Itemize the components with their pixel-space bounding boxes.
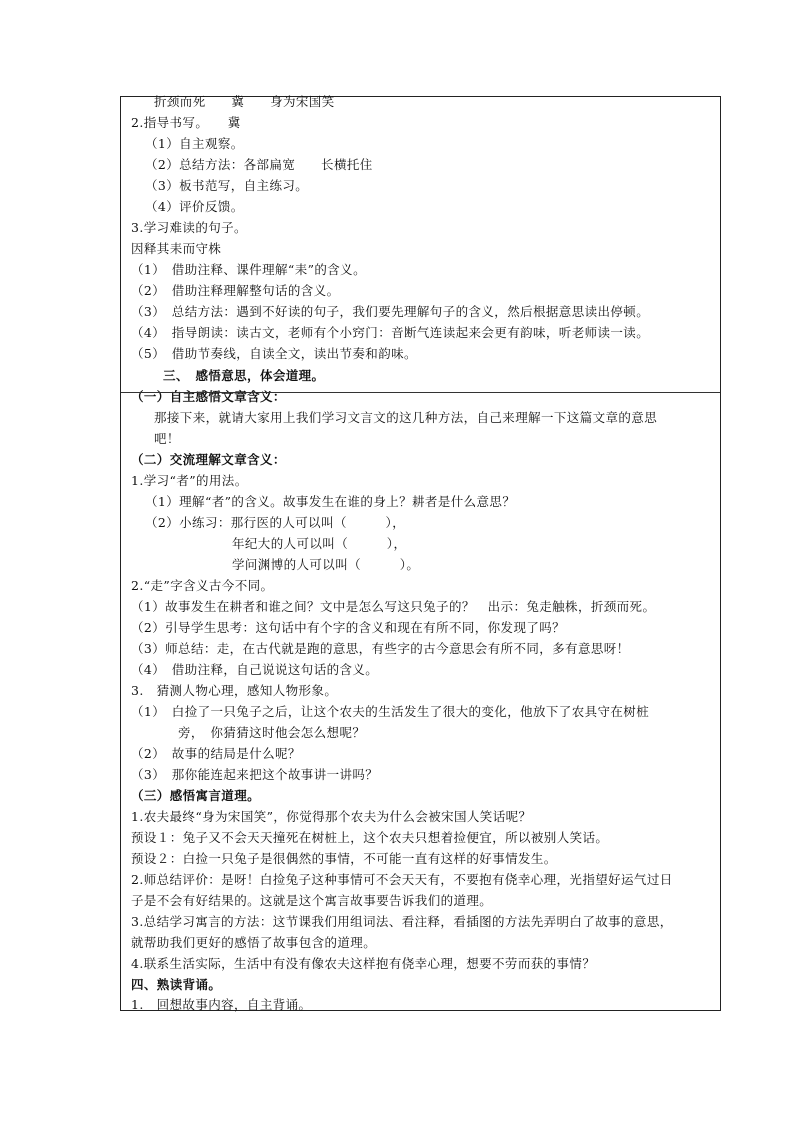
text-line: 吧！ [154, 431, 180, 446]
text-line: 2.师总结评价：是呀！白捡兔子这种事情可不会天天有，不要抱有侥幸心理，光指望好运气过日 [131, 872, 673, 887]
text-line: 2.指导书写。 冀 [131, 115, 241, 130]
section-heading: （二）交流理解文章含义： [131, 452, 286, 467]
text-line: （4）评价反馈。 [145, 199, 244, 214]
text-line: 那接下来，就请大家用上我们学习文言文的这几种方法，自己来理解一下这篇文章的意思 [154, 410, 658, 425]
text-line: 折颈而死 冀 身为宋国笑 [154, 94, 335, 109]
text-line: 年纪大的人可以叫（ ）， [232, 536, 407, 551]
text-line: 3.总结学习寓言的方法：这节课我们用组词法、看注释，看插图的方法先弄明白了故事的意思， [131, 914, 673, 929]
section-heading: （三）感悟寓言道理。 [131, 788, 261, 803]
text-line: （2）引导学生思考：这句话中有个字的含义和现在有所不同，你发现了吗？ [131, 620, 566, 635]
text-line: （4） 借助注释，自己说说这句话的含义。 [131, 662, 379, 677]
text-line: 1.农夫最终“身为宋国笑”，你觉得那个农夫为什么会被宋国人笑话呢？ [131, 809, 532, 824]
text-line: 预设１：兔子又不会天天撞死在树桩上，这个农夫只想着捡便宜，所以被别人笑话。 [131, 830, 609, 845]
text-line: 就帮助我们更好的感悟了故事包含的道理。 [131, 935, 377, 950]
text-line: 2.“走”字含义古今不同。 [131, 578, 274, 593]
text-line: 1.学习“者”的用法。 [131, 473, 248, 488]
text-line: 学问渊博的人可以叫（ ）。 [232, 557, 420, 572]
text-line: （2）小练习：那行医的人可以叫（ ）， [145, 515, 406, 530]
text-line: （1）理解“者”的含义。故事发生在谁的身上？耕者是什么意思？ [145, 494, 516, 509]
row-separator [121, 392, 720, 393]
text-line: （2）总结方法：各部扁宽 长横托住 [145, 157, 373, 172]
section-heading: （一）自主感悟文章含义： [131, 389, 286, 404]
text-line: （1） 借助注释、课件理解“耒”的含义。 [131, 262, 366, 277]
lesson-plan-table-frame [120, 96, 721, 1011]
section-heading: 四、熟读背诵。 [131, 977, 222, 992]
text-line: 3. 猜测人物心理，感知人物形象。 [131, 683, 338, 698]
text-line: 因释其耒而守株 [131, 241, 222, 256]
text-line: （3）板书范写，自主练习。 [145, 178, 309, 193]
text-line: （2） 故事的结局是什么呢？ [131, 746, 301, 761]
text-line: 1. 回想故事内容，自主背诵。 [131, 997, 312, 1012]
text-line: （1）自主观察。 [145, 136, 244, 151]
text-line: （3） 那你能连起来把这个故事讲一讲吗？ [131, 767, 379, 782]
text-line: （3） 总结方法：遇到不好读的句子，我们要先理解句子的含义，然后根据意思读出停顿。 [131, 304, 650, 319]
text-line: 预设２：白捡一只兔子是很偶然的事情，不可能一直有这样的好事情发生。 [131, 851, 557, 866]
text-line: （1）故事发生在耕者和谁之间？文中是怎么写这只兔子的？ 出示：兔走触株，折颈而死。 [131, 599, 656, 614]
text-line: 4.联系生活实际，生活中有没有像农夫这样抱有侥幸心理，想要不劳而获的事情？ [131, 956, 596, 971]
text-line: （3）师总结：走，在古代就是跑的意思，有些字的古今意思会有所不同，多有意思呀！ [131, 641, 630, 656]
text-line: （2） 借助注释理解整句话的含义。 [131, 283, 340, 298]
section-heading: 三、 感悟意思，体会道理。 [163, 368, 325, 383]
text-line: 子是不会有好结果的。这就是这个寓言故事要告诉我们的道理。 [131, 893, 493, 908]
text-line: （1） 白捡了一只兔子之后，让这个农夫的生活发生了很大的变化，他放下了农具守在树桩 [131, 704, 650, 719]
text-line: （4） 指导朗读：读古文，老师有个小窍门：音断气连读起来会更有韵味，听老师读一读。 [131, 325, 650, 340]
text-line: 3.学习难读的句子。 [131, 220, 247, 235]
text-line: 旁， 你猜猜这时他会怎么想呢？ [178, 725, 366, 740]
text-line: （5） 借助节奏线，自读全文，读出节奏和韵味。 [131, 346, 417, 361]
